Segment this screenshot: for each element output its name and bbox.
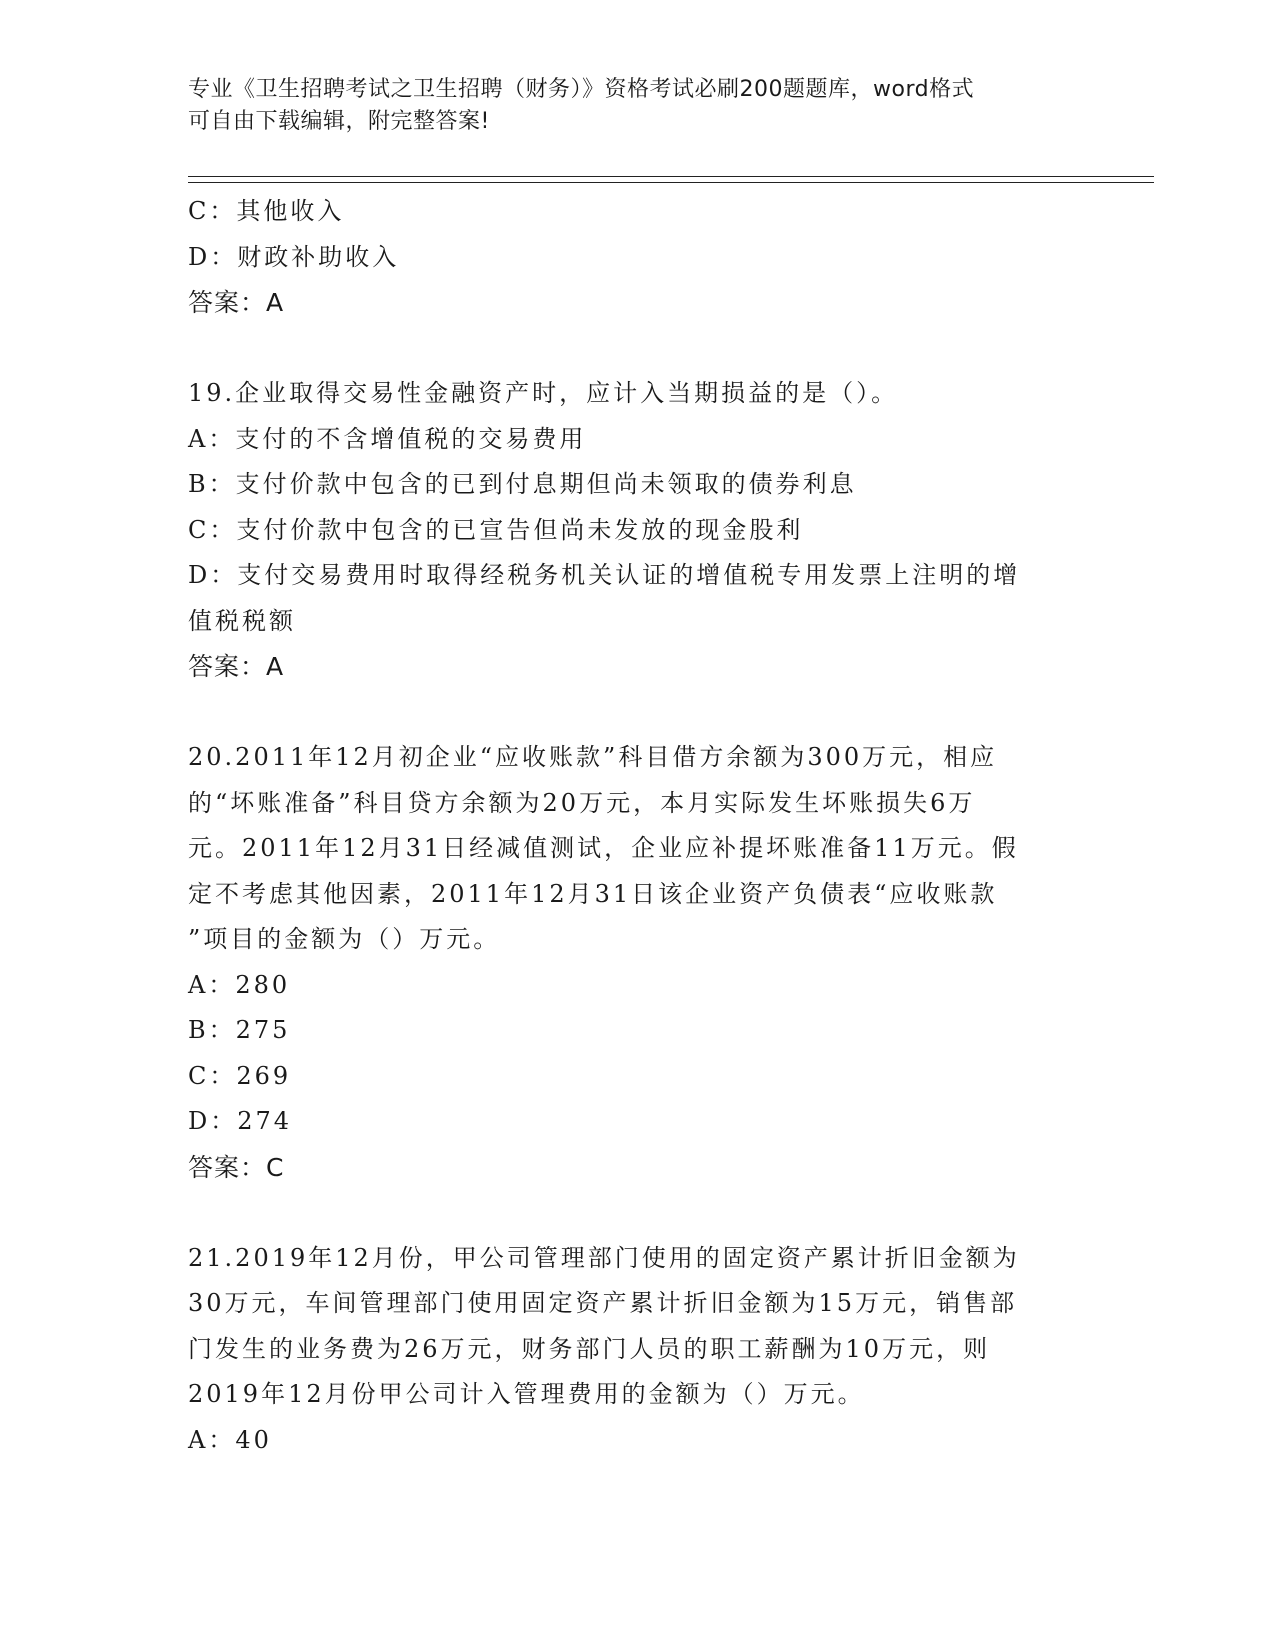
question-stem: 19.企业取得交易性金融资产时，应计入当期损益的是（）。 [188,379,899,407]
answer-line: 答案：A [188,652,285,681]
question-stem-line: 30万元，车间管理部门使用固定资产累计折旧金额为15万元，销售部 [188,1289,1018,1317]
question-stem-line: ”项目的金额为（）万元。 [188,925,501,953]
spacer [188,690,1088,736]
option-c: C：269 [188,1061,292,1090]
option-a: A：支付的不含增值税的交易费用 [188,424,587,453]
question-stem-line: 的“坏账准备”科目贷方余额为20万元，本月实际发生坏账损失6万 [188,788,976,817]
question-stem-line: 20.2011年12月初企业“应收账款”科目借方余额为300万元，相应 [188,743,998,771]
question-18-tail [188,189,1088,326]
option-c: C：其他收入 [188,197,345,225]
answer-line: 答案：C [188,1152,285,1182]
header-title-line-2: 可自由下载编辑，附完整答案! [188,109,490,134]
question-stem-line: 2019年12月份甲公司计入管理费用的金额为（）万元。 [188,1380,865,1408]
question-stem-line: 定不考虑其他因素，2011年12月31日该企业资产负债表“应收账款 [188,879,998,908]
spacer [188,326,1088,372]
option-d: D：274 [188,1107,293,1135]
option-c: C：支付价款中包含的已宣告但尚未发放的现金股利 [188,515,804,544]
option-d: D：财政补助收入 [188,242,400,271]
header-divider [188,176,1154,183]
question-stem-line: 21.2019年12月份，甲公司管理部门使用的固定资产累计折旧金额为 [188,1243,1020,1272]
question-stem-line: 门发生的业务费为26万元，财务部门人员的职工薪酬为10万元，则 [188,1334,991,1363]
header-title-line-1: 专业《卫生招聘考试之卫生招聘（财务）》资格考试必刷200题题库，word格式 [188,77,975,102]
question-19 [188,371,1088,690]
question-21 [188,1236,1088,1464]
option-d-continued: 值税税额 [188,606,296,635]
document-header [188,74,1088,138]
answer-line: 答案：A [188,288,285,317]
question-stem-line: 元。2011年12月31日经减值测试，企业应补提坏账准备11万元。假 [188,834,1019,862]
option-a: A：40 [188,1425,272,1454]
question-20 [188,735,1088,1190]
option-a: A：280 [188,970,291,999]
document-body [188,189,1088,1463]
option-d: D：支付交易费用时取得经税务机关认证的增值税专用发票上注明的增 [188,561,1021,589]
option-b: B：275 [188,1016,291,1044]
option-b: B：支付价款中包含的已到付息期但尚未领取的债券利息 [188,470,857,498]
spacer [188,1190,1088,1236]
